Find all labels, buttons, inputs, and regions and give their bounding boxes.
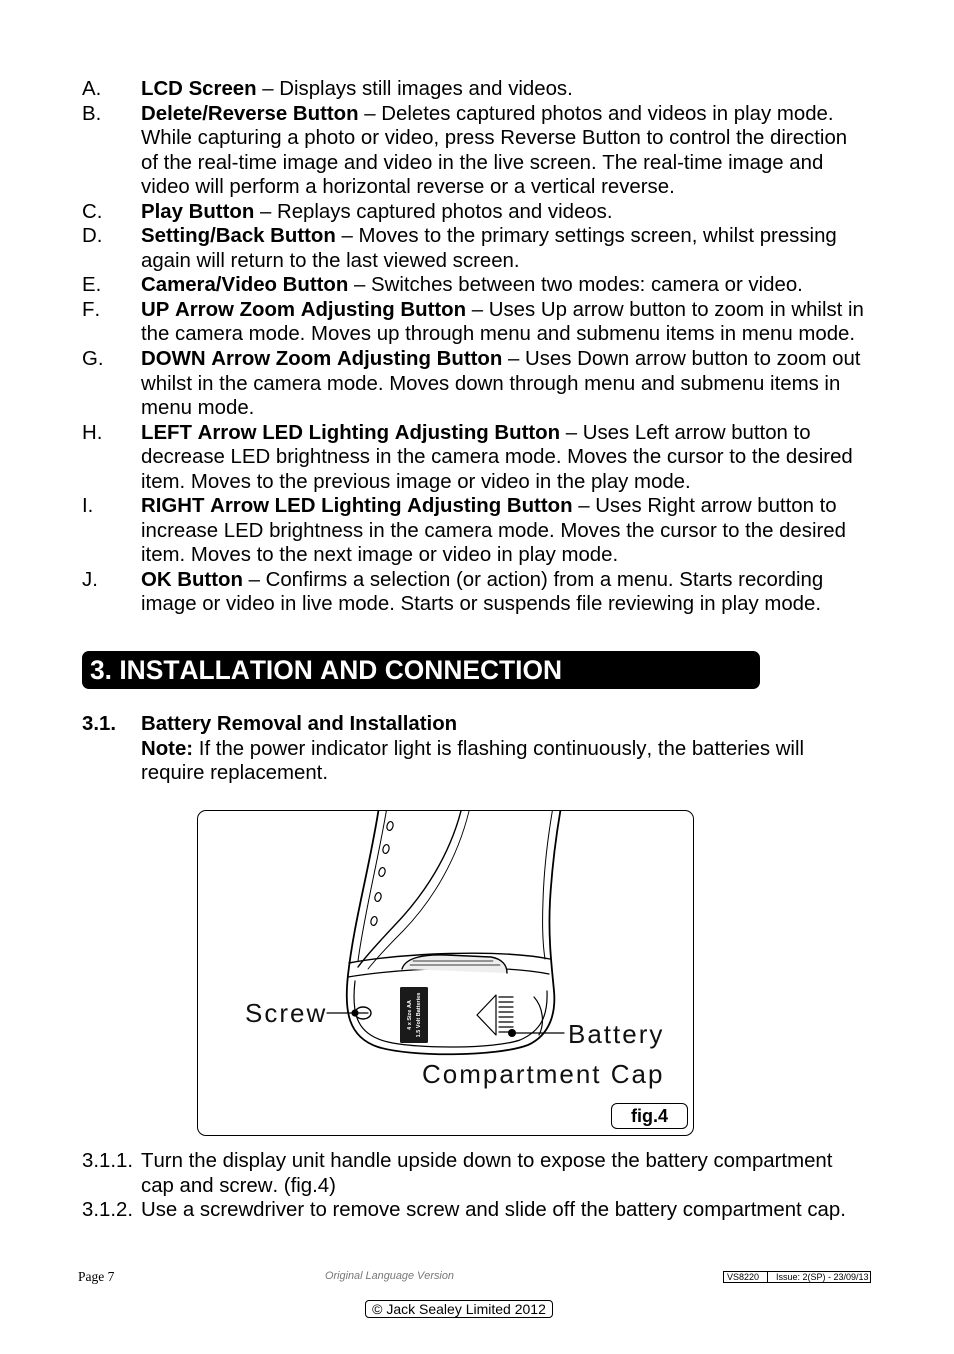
battery-sticker [400, 987, 428, 1043]
steps-list [0, 1149, 954, 1223]
sticker-line-1: 4 x Size AA [407, 1000, 413, 1030]
battery-label: Battery [568, 1019, 665, 1049]
part-letter: E. [82, 274, 102, 297]
note-paragraph [141, 737, 867, 786]
part-letter: D. [82, 225, 103, 248]
figure-caption: fig.4 [611, 1103, 688, 1129]
part-item-e [82, 273, 867, 298]
part-letter: F. [82, 298, 101, 321]
part-description: – Moves to the primary settings screen, whilst pressing again will return to the last viewed screen. [141, 225, 837, 272]
screw-pointer [327, 1009, 359, 1016]
part-description: – Uses Right arrow button to increase LED brightness in the camera mode. Moves the cursor to the desired item. Moves to the next image or video in play mode. [141, 495, 846, 567]
part-item-j [82, 568, 867, 617]
subsection-title: Battery Removal and Installation [141, 713, 458, 735]
part-letter: I. [82, 495, 94, 518]
part-description: – Uses Up arrow button to zoom in whilst in the camera mode. Moves up through menu and submenu items in menu mode. [141, 298, 864, 346]
part-term: Play Button [141, 200, 255, 223]
subsection [0, 712, 954, 786]
part-letter: A. [82, 78, 102, 100]
part-item-c [82, 200, 867, 225]
step-item [82, 1198, 867, 1223]
part-item-b [82, 102, 867, 200]
part-term: Camera/Video Button [141, 274, 349, 297]
part-item-g [82, 347, 867, 421]
part-description: – Deletes captured photos and videos in play mode. While capturing a photo or video, press Reverse Button to control the direction of the real-time image and video in the live screen. The real-time image and video will perform a horizontal reverse or a vertical reverse. [141, 102, 848, 199]
part-term: UP Arrow Zoom Adjusting Button [141, 298, 467, 321]
issue-info: Issue: 2(SP) - 23/09/13 [776, 1272, 869, 1282]
section-title: 3. INSTALLATION AND CONNECTION [90, 655, 563, 685]
part-term: LCD Screen [141, 78, 257, 100]
part-item-i [82, 494, 867, 568]
figure-battery-compartment [197, 810, 694, 1136]
part-term: OK Button [141, 568, 243, 591]
part-letter: H. [82, 421, 103, 444]
subsection-number: 3.1. [82, 713, 117, 735]
part-description: – Confirms a selection (or action) from a menu. Starts recording image or video in live mode. Starts or suspends file reviewing in play mode. [141, 568, 824, 616]
part-letter: C. [82, 200, 103, 223]
step-text: Use a screwdriver to remove screw and slide off the battery compartment cap. [141, 1199, 846, 1222]
model-code: VS8220 [724, 1272, 768, 1282]
compartment-cap-label: Compartment Cap [422, 1059, 665, 1089]
page-number: Page 7 [78, 1269, 115, 1284]
part-description: – Uses Left arrow button to decrease LED brightness in the camera mode. Moves the cursor to the desired item. Moves to the previous image or video in the play mode. [141, 421, 853, 493]
part-term: LEFT Arrow LED Lighting Adjusting Button [141, 421, 561, 444]
part-term: RIGHT Arrow LED Lighting Adjusting Button [141, 495, 573, 518]
sticker-line-2: 1.5 Volt Batteries [416, 992, 422, 1038]
part-letter: B. [82, 102, 102, 125]
subsection-content [82, 712, 867, 786]
copyright-box: © Jack Sealey Limited 2012 [365, 1300, 553, 1318]
step-number: 3.1.1. [82, 1150, 134, 1172]
part-term: DOWN Arrow Zoom Adjusting Button [141, 348, 503, 371]
note-text: If the power indicator light is flashing continuously, the batteries will require replacement. [141, 737, 805, 785]
section-header-bar [82, 651, 760, 689]
step-text: Turn the display unit handle upside down to expose the battery compartment cap and screw. (fig.4) [141, 1150, 833, 1197]
part-item-d [82, 224, 867, 273]
part-letter: G. [82, 348, 104, 371]
version-note: Original Language Version [325, 1270, 454, 1282]
step-number: 3.1.2. [82, 1199, 134, 1222]
step-item [82, 1149, 867, 1198]
note-label: Note: [141, 737, 194, 760]
part-description: – Displays still images and videos. [262, 78, 573, 100]
parts-list [0, 77, 954, 617]
part-item-h [82, 421, 867, 495]
part-description: – Replays captured photos and videos. [259, 200, 613, 223]
part-item-a [82, 77, 867, 102]
part-description: – Uses Down arrow button to zoom out whilst in the camera mode. Moves down through menu and submenu items in menu mode. [141, 348, 861, 420]
issue-box [723, 1271, 871, 1283]
part-item-f [82, 298, 867, 347]
handle-body [347, 811, 561, 1054]
part-letter: J. [82, 568, 98, 591]
part-term: Setting/Back Button [141, 225, 336, 248]
part-term: Delete/Reverse Button [141, 102, 359, 125]
part-description: – Switches between two modes: camera or video. [354, 274, 803, 297]
screw-label: Screw [245, 998, 328, 1028]
